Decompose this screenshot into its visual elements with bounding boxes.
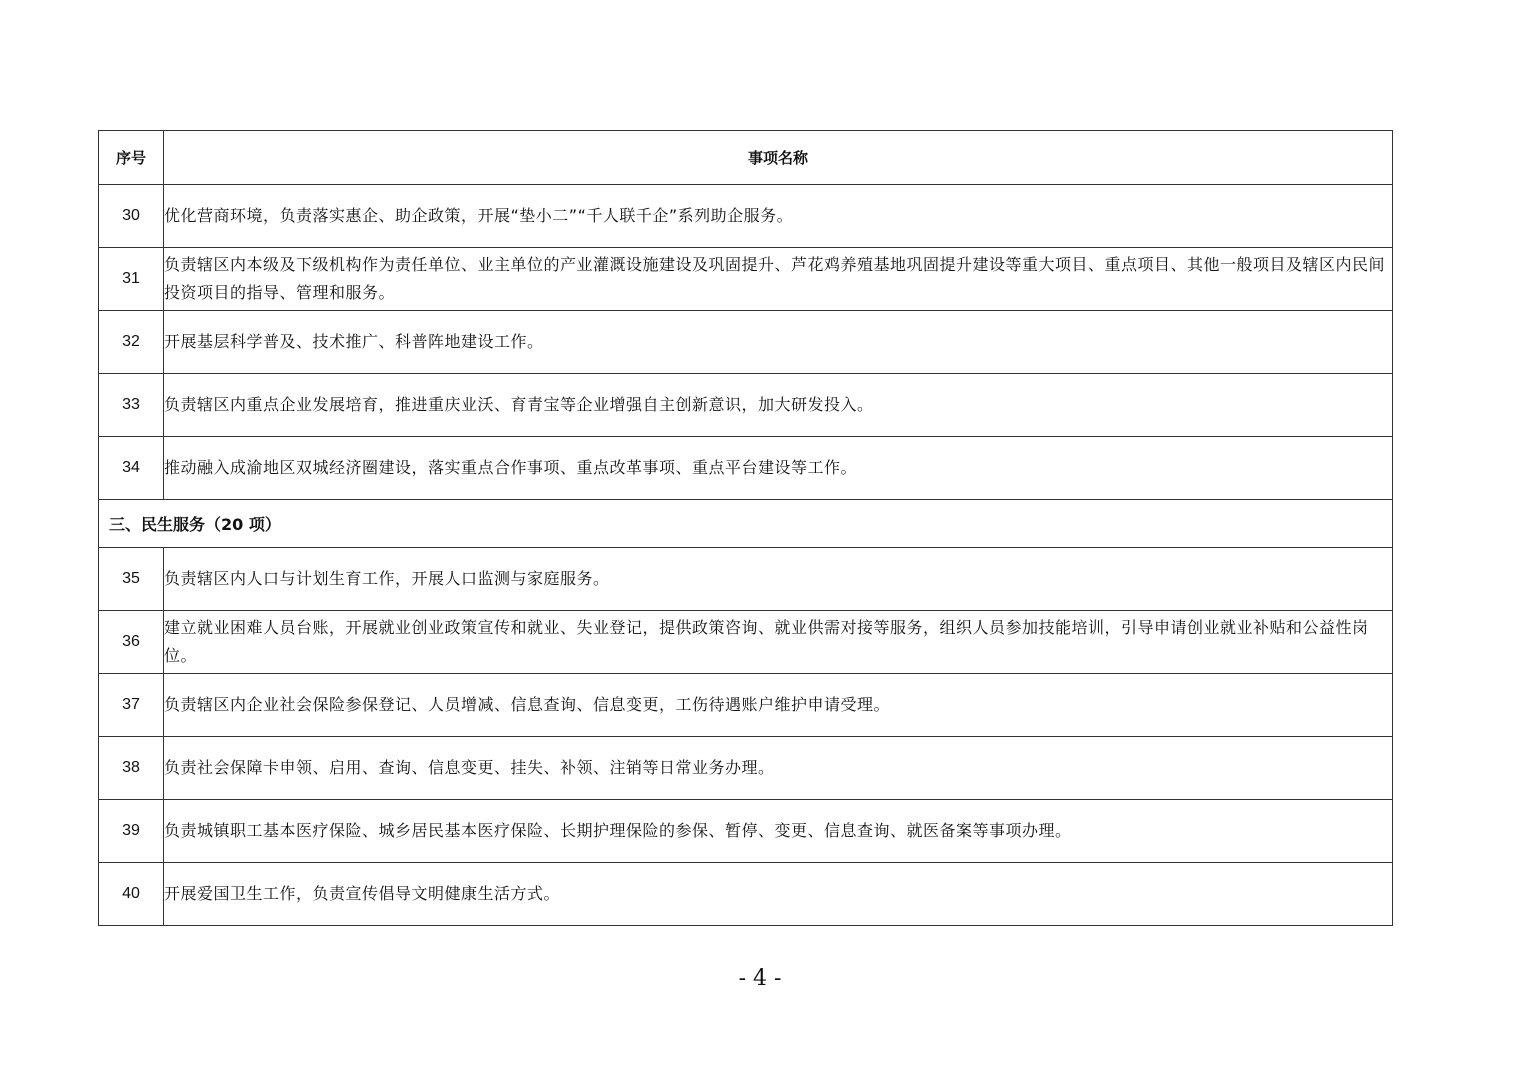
- row-name: 负责城镇职工基本医疗保险、城乡居民基本医疗保险、长期护理保险的参保、暂停、变更、信息查询、就医备案等事项办理。: [164, 800, 1393, 863]
- items-table: [98, 130, 1393, 926]
- table-row: [99, 611, 1393, 674]
- row-name: 负责社会保障卡申领、启用、查询、信息变更、挂失、补领、注销等日常业务办理。: [164, 737, 1393, 800]
- table-row: [99, 674, 1393, 737]
- row-num: 37: [99, 674, 164, 737]
- row-name: 优化营商环境，负责落实惠企、助企政策，开展“垫小二”“千人联千企”系列助企服务。: [164, 185, 1393, 248]
- table-row: [99, 437, 1393, 500]
- row-num: 38: [99, 737, 164, 800]
- row-num: 34: [99, 437, 164, 500]
- table-row: [99, 248, 1393, 311]
- row-num: 35: [99, 548, 164, 611]
- page-number: - 4 -: [738, 966, 782, 991]
- row-num: 31: [99, 248, 164, 311]
- section-row: [99, 500, 1393, 548]
- row-num: 40: [99, 863, 164, 926]
- row-name: 负责辖区内重点企业发展培育，推进重庆业沃、育青宝等企业增强自主创新意识，加大研发投入。: [164, 374, 1393, 437]
- row-num: 36: [99, 611, 164, 674]
- table-row: [99, 863, 1393, 926]
- header-name: 事项名称: [164, 131, 1393, 185]
- table-header-row: [99, 131, 1393, 185]
- row-name: 开展基层科学普及、技术推广、科普阵地建设工作。: [164, 311, 1393, 374]
- row-num: 39: [99, 800, 164, 863]
- header-num: 序号: [99, 131, 164, 185]
- table-row: [99, 311, 1393, 374]
- row-num: 32: [99, 311, 164, 374]
- row-name: 负责辖区内本级及下级机构作为责任单位、业主单位的产业灌溉设施建设及巩固提升、芦花鸡养殖基地巩固提升建设等重大项目、重点项目、其他一般项目及辖区内民间投资项目的指导、管理和服务。: [164, 248, 1393, 311]
- table-row: [99, 737, 1393, 800]
- row-name: 建立就业困难人员台账，开展就业创业政策宣传和就业、失业登记，提供政策咨询、就业供需对接等服务，组织人员参加技能培训，引导申请创业就业补贴和公益性岗位。: [164, 611, 1393, 674]
- row-name: 负责辖区内人口与计划生育工作，开展人口监测与家庭服务。: [164, 548, 1393, 611]
- row-name: 负责辖区内企业社会保险参保登记、人员增减、信息查询、信息变更，工伤待遇账户维护申请受理。: [164, 674, 1393, 737]
- row-num: 30: [99, 185, 164, 248]
- table-row: [99, 548, 1393, 611]
- row-num: 33: [99, 374, 164, 437]
- section-title: 三、民生服务（20 项）: [99, 500, 1393, 548]
- row-name: 推动融入成渝地区双城经济圈建设，落实重点合作事项、重点改革事项、重点平台建设等工作。: [164, 437, 1393, 500]
- table-row: [99, 185, 1393, 248]
- table-row: [99, 374, 1393, 437]
- table-row: [99, 800, 1393, 863]
- row-name: 开展爱国卫生工作，负责宣传倡导文明健康生活方式。: [164, 863, 1393, 926]
